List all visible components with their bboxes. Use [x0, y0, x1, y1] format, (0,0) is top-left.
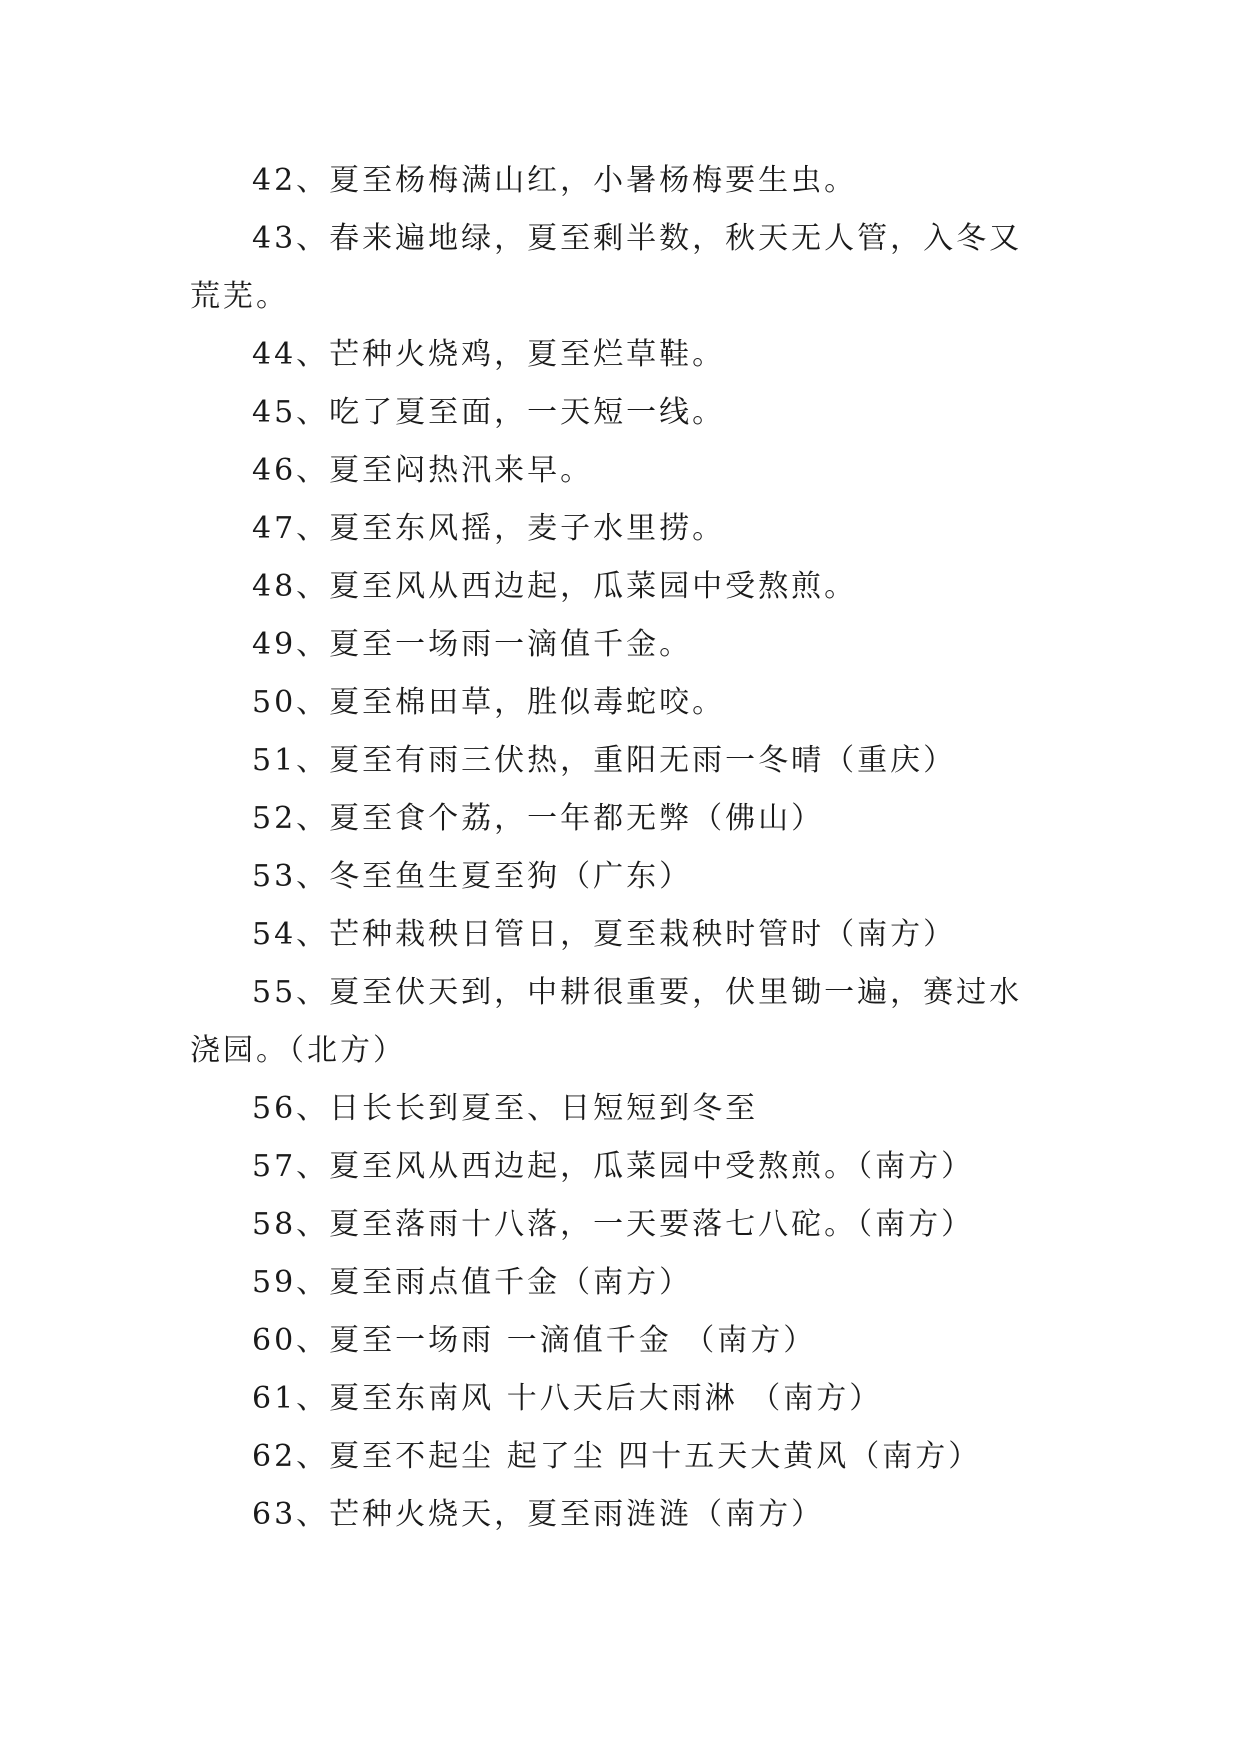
proverb-45: 45、吃了夏至面，一天短一线。 [252, 395, 726, 430]
proverb-42: 42、夏至杨梅满山红，小暑杨梅要生虫。 [252, 163, 858, 198]
proverb-56: 56、日长长到夏至、日短短到冬至 [252, 1091, 759, 1126]
proverb-60: 60、夏至一场雨 一滴值千金 （南方） [252, 1323, 817, 1358]
proverb-48: 48、夏至风从西边起，瓜菜园中受熬煎。 [252, 569, 858, 604]
proverb-52: 52、夏至食个荔，一年都无弊（佛山） [252, 801, 825, 836]
proverb-55: 55、夏至伏天到，中耕很重要，伏里锄一遍，赛过水浇园。（北方） [190, 975, 1023, 1068]
proverb-46: 46、夏至闷热汛来早。 [252, 453, 594, 488]
proverb-47: 47、夏至东风摇，麦子水里捞。 [252, 511, 726, 546]
proverb-44: 44、芒种火烧鸡，夏至烂草鞋。 [252, 337, 726, 372]
proverb-43: 43、春来遍地绿，夏至剩半数，秋天无人管，入冬又荒芜。 [190, 221, 1023, 314]
proverb-58: 58、夏至落雨十八落，一天要落七八砣。（南方） [252, 1207, 975, 1242]
proverb-51: 51、夏至有雨三伏热，重阳无雨一冬晴（重庆） [252, 743, 957, 778]
proverb-53: 53、冬至鱼生夏至狗（广东） [252, 859, 693, 894]
proverb-54: 54、芒种栽秧日管日，夏至栽秧时管时（南方） [252, 917, 957, 952]
proverb-59: 59、夏至雨点值千金（南方） [252, 1265, 693, 1300]
proverb-61: 61、夏至东南风 十八天后大雨淋 （南方） [252, 1381, 883, 1416]
proverb-62: 62、夏至不起尘 起了尘 四十五天大黄风（南方） [252, 1439, 982, 1474]
proverb-57: 57、夏至风从西边起，瓜菜园中受熬煎。（南方） [252, 1149, 975, 1184]
proverb-49: 49、夏至一场雨一滴值千金。 [252, 627, 693, 662]
document-body [190, 152, 1052, 1544]
proverb-63: 63、芒种火烧天，夏至雨涟涟（南方） [252, 1497, 825, 1532]
proverb-50: 50、夏至棉田草，胜似毒蛇咬。 [252, 685, 726, 720]
